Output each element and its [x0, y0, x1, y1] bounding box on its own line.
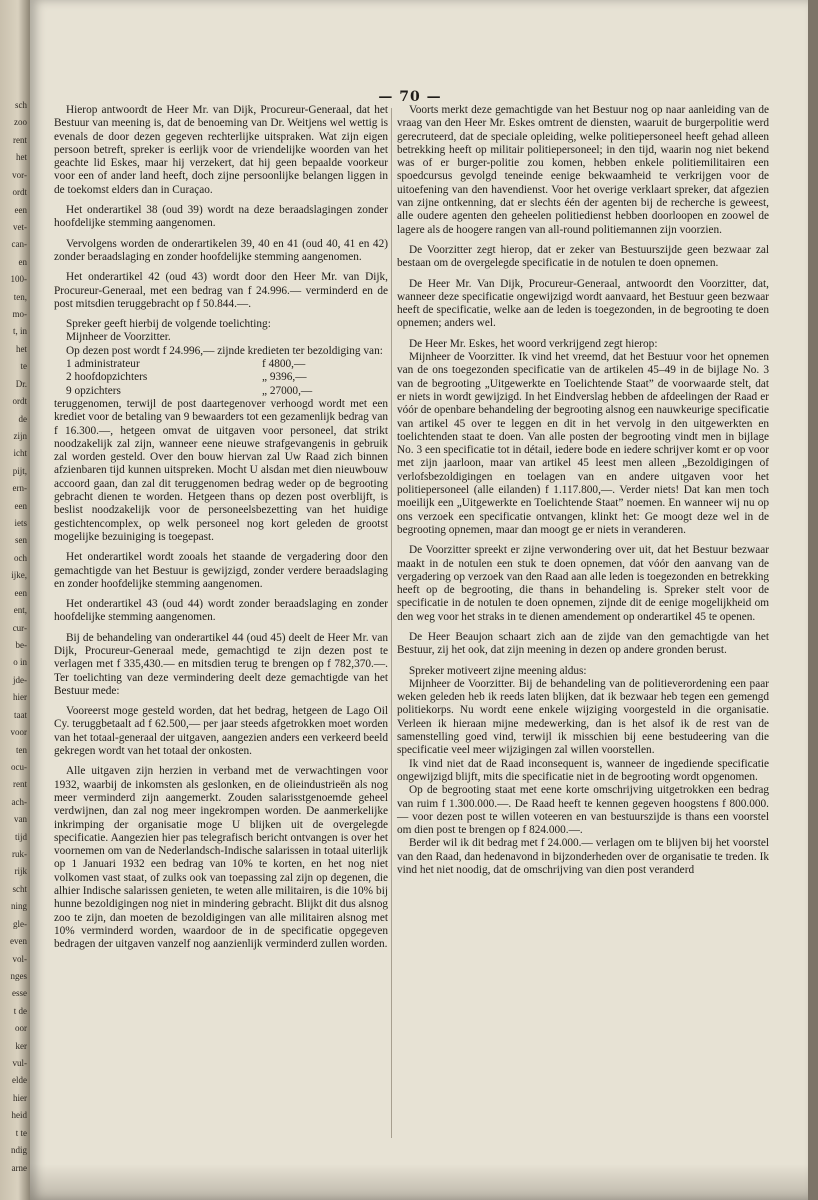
column-divider	[391, 108, 392, 1138]
paragraph: Op dezen post wordt f 24.996,— zijnde kredieten ter bezoldiging van:	[66, 344, 383, 357]
salary-row	[54, 385, 388, 398]
paragraph: Het onderartikel 43 (oud 44) wordt zonder beraadslaging en zonder hoofdelijke stemming aangenomen.	[54, 598, 388, 624]
previous-page-fragment: van	[14, 814, 27, 825]
salary-label: 1 administrateur	[66, 358, 140, 371]
page-shadow	[30, 1164, 808, 1200]
left-column	[54, 104, 388, 959]
previous-page-fragment: gle-	[13, 918, 27, 929]
previous-page-edge	[0, 0, 30, 1200]
previous-page-fragment: ent,	[13, 605, 27, 616]
paragraph: Voorts merkt deze gemachtigde van het Bestuur nog op naar aanleiding van de vraag van den Heer Mr. Eskes omtrent de diensten, waaruit de burgerpolitie werd gerecruteerd, dat de speciale opleiding, welke politiepersoneel heeft gehad alleen betrekking heeft op militair politiepersoneel; in den tijd, waarin nog niet bekend was of er burger-politie zou komen, hebben enkele politiemilitairen een spoedcursus gevolgd teneinde eenige bekwaamheid te verkrijgen voor de uitoefening van den havendienst. Voor het overige verklaart spreker, dat afgezien van zijne ontkenning, dat er slechts één der agenten bij de recherche is geweest, alle oudere agenten den geheelen politiedienst hebben doorloopen en zoowel de lagere als de hoogere rangen van all-round politiemannen zijn voorzien.	[397, 104, 769, 236]
previous-page-fragment: be-	[15, 640, 27, 650]
previous-page-fragment: ndig	[10, 1145, 27, 1156]
previous-page-fragment: vul-	[12, 1058, 27, 1069]
previous-page-fragment: esse	[12, 988, 27, 999]
previous-page-fragment: nges	[10, 970, 27, 981]
previous-page-fragment: taat	[14, 709, 27, 720]
paragraph: De Voorzitter spreekt er zijne verwondering over uit, dat het Bestuur bezwaar maakt in de notulen een stuk te doen opnemen, dat vóór den aanvang van de vergadering op verzoek van den Raad aan alle leden is toegezonden en betrekking heeft op de begrooting, die thans in behandeling is. Spreker stelt voor de specificatie in de notulen te doen opnemen, zijnde dit de eenige mogelijkheid om den weg voor het straks in te dienen amendement op onderartikel 45 te openen.	[397, 544, 769, 623]
paragraph: Hierop antwoordt de Heer Mr. van Dijk, Procureur-Generaal, dat het Bestuur van meening is, dat de benoeming van Dr. Weitjens wel wettig is evenals de door dezen gegeven rechterlijke uitspraken. Wat zijn eigen persoon betreft, spreker is eerlijk voor de vriendelijke woorden van het geachte lid Eskes, maar hij verzekert, dat hij geen bepaalde voorkeur voor een of ander land heeft, doch zijne persoonlijke belangen liggen in de toekomst elders dan in Curaçao.	[54, 104, 388, 196]
previous-page-fragment: ning	[10, 901, 27, 912]
previous-page-fragment: sch	[15, 100, 27, 110]
previous-page-fragment: ten,	[13, 291, 27, 302]
paragraph: Berder wil ik dit bedrag met f 24.000.— verlagen om te blijven bij het voorstel van den Raad, dan hedenavond in bijzonderheden over de organisatie te treden. Ik vind het niet noodig, dat de omschrijving van dien post veranderd	[397, 837, 769, 877]
right-column	[397, 104, 769, 877]
previous-page-fragment: t, in	[12, 326, 27, 337]
previous-page-fragment: ocu-	[11, 761, 27, 772]
previous-page-fragment: zijn	[13, 430, 27, 441]
paragraph: De Heer Mr. Eskes, het woord verkrijgend zegt hierop:	[409, 337, 658, 350]
paragraph: Mijnheer de Voorzitter. Bij de behandeling van de politieverordening een paar weken geleden heb ik reeds laten blijken, dat ik bezwaar heb tegen een gemengd politiekorps. Nu wordt eene enkele wijziging voorgesteld in die organisatie. Verleen ik hieraan mijne medewerking, dan is het alsof ik de rest van de samenstelling goed vind, terwijl ik misschien bij eene bestudeering van die specificatie veel meer wijzigingen zal willen voorstellen.	[397, 677, 769, 757]
previous-page-fragment: even	[10, 936, 27, 947]
paragraph: Het onderartikel 42 (oud 43) wordt door den Heer Mr. van Dijk, Procureur-Generaal, met een bedrag van f 24.996.— verminderd en de post mitsdien teruggebracht op f 50.844.—.	[54, 271, 388, 310]
paragraph: Op de begrooting staat met eene korte omschrijving uitgetrokken een bedrag van ruim f 1.300.000.—. De Raad heeft te kennen gegeven hoogstens f 800.000.— voor dezen post te willen voteeren en van bestuurszijde is thans een voorstel om dien post te brengen op f 824.000.—.	[397, 784, 769, 837]
previous-page-fragment: ern-	[12, 483, 27, 494]
paragraph: Vervolgens worden de onderartikelen 39, 40 en 41 (oud 40, 41 en 42) zonder beraadslaging en zonder hoofdelijke stemming aangenomen.	[54, 237, 388, 263]
paragraph: Bij de behandeling van onderartikel 44 (oud 45) deelt de Heer Mr. van Dijk, Procureur-Generaal mede, gemachtigd te zijn dezen post te verlagen met f 335,430.— en mitsdien terug te brengen op f 782,370.—. Ter toelichting van deze vermindering deelt deze gemachtigde van het Bestuur mede:	[54, 631, 388, 697]
page-number: — 70 —	[378, 89, 442, 105]
previous-page-fragment: voor	[10, 727, 27, 738]
previous-page-fragment: ten	[16, 744, 27, 755]
paragraph: Vooreerst moge gesteld worden, dat het bedrag, hetgeen de Lago Oil Cy. teruggbetaalt ad f 62.500,— per jaar steeds afgetrokken moet worden van het totaal-generaal der uitgaven, aangezien anders een verkeerd beeld gekregen wordt van het totaal der onkosten.	[54, 705, 388, 758]
previous-page-fragment: ordt	[12, 187, 27, 198]
previous-page-fragment: och	[14, 552, 27, 563]
previous-page-fragment: icht	[13, 448, 27, 459]
salary-label: 9 opzichters	[66, 384, 121, 397]
previous-page-fragment: Dr.	[15, 378, 27, 389]
previous-page-fragment: rent	[13, 134, 27, 145]
document-page	[30, 0, 808, 1200]
previous-page-fragment: o in	[13, 657, 27, 668]
previous-page-fragment: rijk	[14, 866, 27, 877]
previous-page-fragment: rent	[13, 779, 27, 790]
previous-page-fragment: iets	[14, 518, 27, 529]
paragraph: De Voorzitter zegt hierop, dat er zeker van Bestuurszijde geen bezwaar zal bestaan om de overgelegde specificatie in de notulen te doen opnemen.	[397, 243, 769, 270]
previous-page-fragment: can-	[11, 239, 27, 250]
salary-amount: f 4800,—	[262, 358, 306, 371]
previous-page-fragment: vet-	[13, 221, 27, 232]
previous-page-fragment: heid	[11, 1110, 27, 1121]
salary-amount: „ 9396,—	[262, 371, 307, 384]
paragraph: Het onderartikel 38 (oud 39) wordt na deze beraadslagingen zonder hoofdelijke stemming aangenomen.	[54, 204, 388, 230]
paragraph: Mijnheer de Voorzitter.	[66, 331, 171, 344]
previous-page-fragment: een	[14, 500, 27, 511]
paragraph: Ik vind niet dat de Raad inconsequent is, wanneer de ingediende specificatie ongewijzigd blijft, mits die specificatie niet in de begrooting wordt opgenomen.	[397, 757, 769, 783]
salary-row	[54, 358, 388, 371]
paragraph: Alle uitgaven zijn herzien in verband met de verwachtingen voor 1932, waarbij de inkomsten als geslonken, en de olieindustrieën als nog meer verminderd zijn aangemerkt. Zouden salarisstgenoemde geheel verdwijnen, dan zal nog meer ingekrompen worden. De aanmerkelijke inkrimping der organisatie moge U blijken uit de overgelegde specificatie. Aangezien hier pas telegrafisch bericht ontvangen is over het voornemen om van de Nederlandsch-Indische salarissen in totaal uiterlijk op 1 Januari 1932 een bedrag van 10% te korten, en het nog niet volkomen vast staat, of zulks ook van toepassing zal zijn op degenen, die alhier Indische salarissen genieten, te weten alle militairen, is die 10% bij hunne bezoldigingen nog niet in mindering gebracht. Blijkt dit dus alsnog zoo te zijn, dan moeten de bezoldigingen van alle militairen alsnog met 10% verminderd worden, waardoor de in de specificatie opgegeven bedragen der uitgaven vanzelf nog aanzienlijk verminderd zullen worden.	[54, 765, 388, 951]
previous-page-fragment: hier	[13, 1092, 27, 1103]
previous-page-fragment: pijt,	[12, 465, 27, 476]
previous-page-fragment: vol-	[12, 953, 27, 964]
previous-page-fragment: cur-	[12, 622, 27, 633]
previous-page-fragment: vor-	[12, 169, 27, 180]
previous-page-fragment: ijke,	[11, 570, 27, 581]
salary-row	[54, 371, 388, 384]
previous-page-fragment: de	[18, 413, 27, 424]
paragraph: Spreker motiveert zijne meening aldus:	[409, 664, 587, 677]
previous-page-fragment: scht	[12, 883, 27, 894]
previous-page-fragment: zoo	[14, 117, 27, 128]
previous-page-fragment: t de	[13, 1005, 27, 1016]
previous-page-fragment: een	[14, 587, 27, 598]
previous-page-fragment: tijd	[14, 831, 27, 842]
previous-page-fragment: ordt	[12, 396, 27, 407]
previous-page-fragment: het	[16, 152, 27, 163]
salary-amount: „ 27000,—	[262, 384, 313, 397]
paragraph: Mijnheer de Voorzitter. Ik vind het vreemd, dat het Bestuur voor het opnemen van de ons toegezonden specificatie van de artikelen 45–49 in de bijlage No. 3 van de begrooting „Uitgewerkte en Toelichtende Staat” de voorwaarde stelt, dat er niets in wordt gewijzigd. In het Eindverslag hebben de afdeelingen der Raad er vóór de openbare behandeling der begrooting alsnog een nauwkeurige specificatie van artikel 45 over te leggen en dit in het vervolg in den uitgewerkten en toelichtenden staat te doen. Van alle posten der begrooting vindt men in bijlage No. 3 een specificatie tot in détail, iedere bode en iedere schrijver komt er op voor met zijn jaarloon, maar van artikel 45 leest men alleen „Bezoldigingen of verlofsbezoldigingen en toelagen van en andere uitgaven voor het politiepersoneel (alle eilanden) f 1.117.800,—. Verder niets! Dat kan men toch moeilijk een „Uitgewerkte en Toelichtende Staat” noemen. En wanneer wij nu op ons verzoek een specificatie ontvangen, klinkt het: Ge moogt deze wel in de begrooting opnemen, maar dan moogt ge er niets in veranderen.	[397, 351, 769, 536]
paragraph: De Heer Mr. Van Dijk, Procureur-Generaal, antwoordt den Voorzitter, dat, wanneer deze specificatie ongewijzigd wordt aanvaard, het Bestuur geen bezwaar heeft de specificatie, welke aan de leden is toegezonden, in de begrooting te doen opnemen; anders wel.	[397, 277, 769, 330]
salary-list	[54, 358, 388, 398]
previous-page-fragment: een	[14, 204, 27, 215]
paragraph: Het onderartikel wordt zooals het staande de vergadering door den gemachtigde van het Bestuur is gewijzigd, zonder verdere beraadslaging en zonder hoofdelijke stemming aangenomen.	[54, 551, 388, 590]
salary-label: 2 hoofdopzichters	[66, 371, 148, 384]
previous-page-fragment: te	[20, 361, 27, 372]
previous-page-fragment: t te	[15, 1127, 27, 1138]
previous-page-fragment: en	[18, 256, 27, 267]
paragraph: teruggenomen, terwijl de post daartegenover verhoogd wordt met een krediet voor de betaling van 9 bewaarders tot een gezamenlijk bedrag van f 16.300.—, hetgeen omvat de uitgaven voor personeel, dat strikt noodzakelijk zal zijn, wanneer eene nieuwe strafgevangenis in gebruik zal worden gesteld. Over den bouw hiervan zal Uw Raad zich binnen afzienbaren tijd kunnen uitspreken. Mocht U alsdan met dien nieuwbouw accoord gaan, dan zal dit teruggenomen bedrag weder op de begrooting gebracht dienen te worden. Hetgeen thans op dezen post overblijft, is beslist noodzakelijk voor de personeelsbezetting van het huidige gestichtencomplex, op welk personeel nog kort geleden de grootst mogelijke bezuiniging is toegepast.	[54, 397, 388, 543]
previous-page-fragment: het	[16, 343, 27, 354]
previous-page-fragment: arne	[11, 1162, 27, 1173]
previous-page-fragment: sen	[15, 535, 27, 546]
previous-page-fragment: ruk-	[12, 849, 27, 860]
paragraph: Spreker geeft hierbij de volgende toelichting:	[66, 318, 271, 331]
paragraph: De Heer Beaujon schaart zich aan de zijde van den gemachtigde van het Bestuur, zij het ook, dat zijn meening in dezen op andere gronden berust.	[397, 630, 769, 657]
previous-page-fragment: 100-	[10, 274, 27, 285]
previous-page-fragment: mo-	[12, 309, 27, 320]
previous-page-fragment: elde	[12, 1075, 27, 1086]
previous-page-fragment: oor	[15, 1023, 27, 1034]
previous-page-fragment: jde-	[13, 674, 27, 685]
previous-page-fragment: ker	[15, 1040, 27, 1051]
previous-page-fragment: hier	[13, 692, 27, 703]
previous-page-fragment: ach-	[11, 796, 27, 807]
